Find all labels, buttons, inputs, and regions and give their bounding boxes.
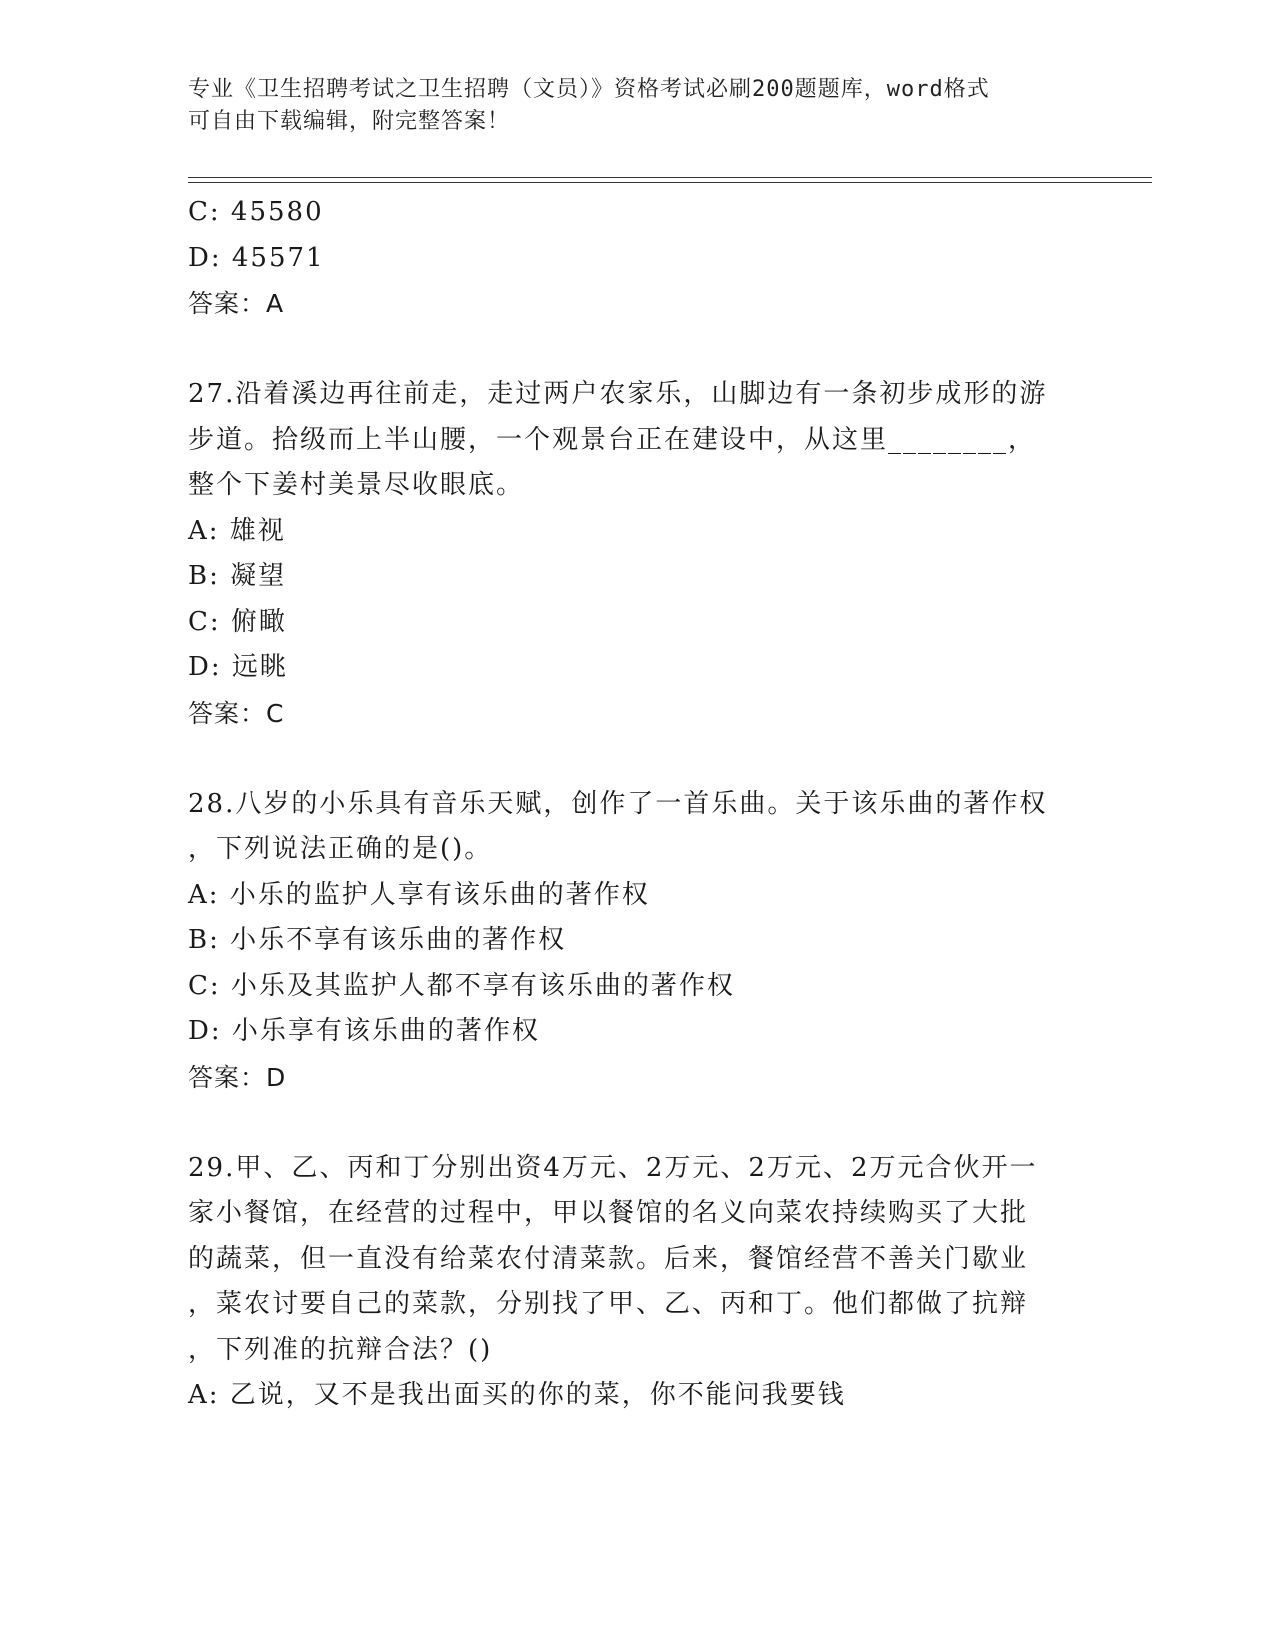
document-header [188, 74, 1068, 138]
question-26-answer: 答案：A [188, 289, 285, 318]
question-27-option-b: B: 凝望 [188, 561, 287, 591]
question-27-option-c: C: 俯瞰 [188, 606, 287, 637]
question-28-stem-line-1: 28.八岁的小乐具有音乐天赋，创作了一首乐曲。关于该乐曲的著作权 [188, 788, 1048, 819]
question-27-option-a: A: 雄视 [188, 515, 286, 546]
question-29-stem-line-5: ，下列准的抗辩合法？() [188, 1334, 493, 1365]
question-content [188, 190, 1088, 1419]
question-29-stem-line-2: 家小餐馆，在经营的过程中，甲以餐馆的名义向菜农持续购买了大批 [188, 1198, 1029, 1228]
spacer [188, 1100, 1088, 1146]
question-28-option-c: C: 小乐及其监护人都不享有该乐曲的著作权 [188, 970, 735, 1001]
question-27-stem-line-1: 27.沿着溪边再往前走，走过两户农家乐，山脚边有一条初步成形的游 [188, 379, 1048, 409]
header-title-line-1: 专业《卫生招聘考试之卫生招聘（文员）》资格考试必刷200题题库，word格式 [188, 77, 990, 102]
question-28-option-a: A: 小乐的监护人享有该乐曲的著作权 [188, 879, 650, 910]
header-title-line-2: 可自由下载编辑，附完整答案！ [188, 109, 511, 134]
question-28-answer: 答案：D [188, 1062, 287, 1092]
question-28-option-d: D: 小乐享有该乐曲的著作权 [188, 1016, 540, 1046]
question-26-option-d: D: 45571 [188, 242, 325, 273]
question-29-stem-line-3: 的蔬菜，但一直没有给菜农付清菜款。后来，餐馆经营不善关门歇业 [188, 1243, 1029, 1274]
spacer [188, 736, 1088, 782]
question-29-stem-line-1: 29.甲、乙、丙和丁分别出资4万元、2万元、2万元、2万元合伙开一 [188, 1152, 1038, 1183]
question-28-stem-line-2: ，下列说法正确的是()。 [188, 834, 493, 864]
header-divider-bottom [188, 182, 1152, 183]
question-26-option-c: C: 45580 [188, 197, 324, 227]
question-29-stem-line-4: ，菜农讨要自己的菜款，分别找了甲、乙、丙和丁。他们都做了抗辩 [188, 1289, 1029, 1319]
question-28-option-b: B: 小乐不享有该乐曲的著作权 [188, 925, 567, 955]
question-27-option-d: D: 远眺 [188, 652, 288, 682]
spacer [188, 327, 1088, 373]
question-27-stem-line-3: 整个下姜村美景尽收眼底。 [188, 470, 525, 500]
header-divider-top [188, 177, 1152, 178]
question-27-answer: 答案：C [188, 698, 285, 728]
question-27-stem-line-2: 步道。拾级而上半山腰，一个观景台正在建设中，从这里________， [188, 424, 1037, 455]
question-29-option-a: A: 乙说，又不是我出面买的你的菜，你不能问我要钱 [188, 1380, 846, 1410]
